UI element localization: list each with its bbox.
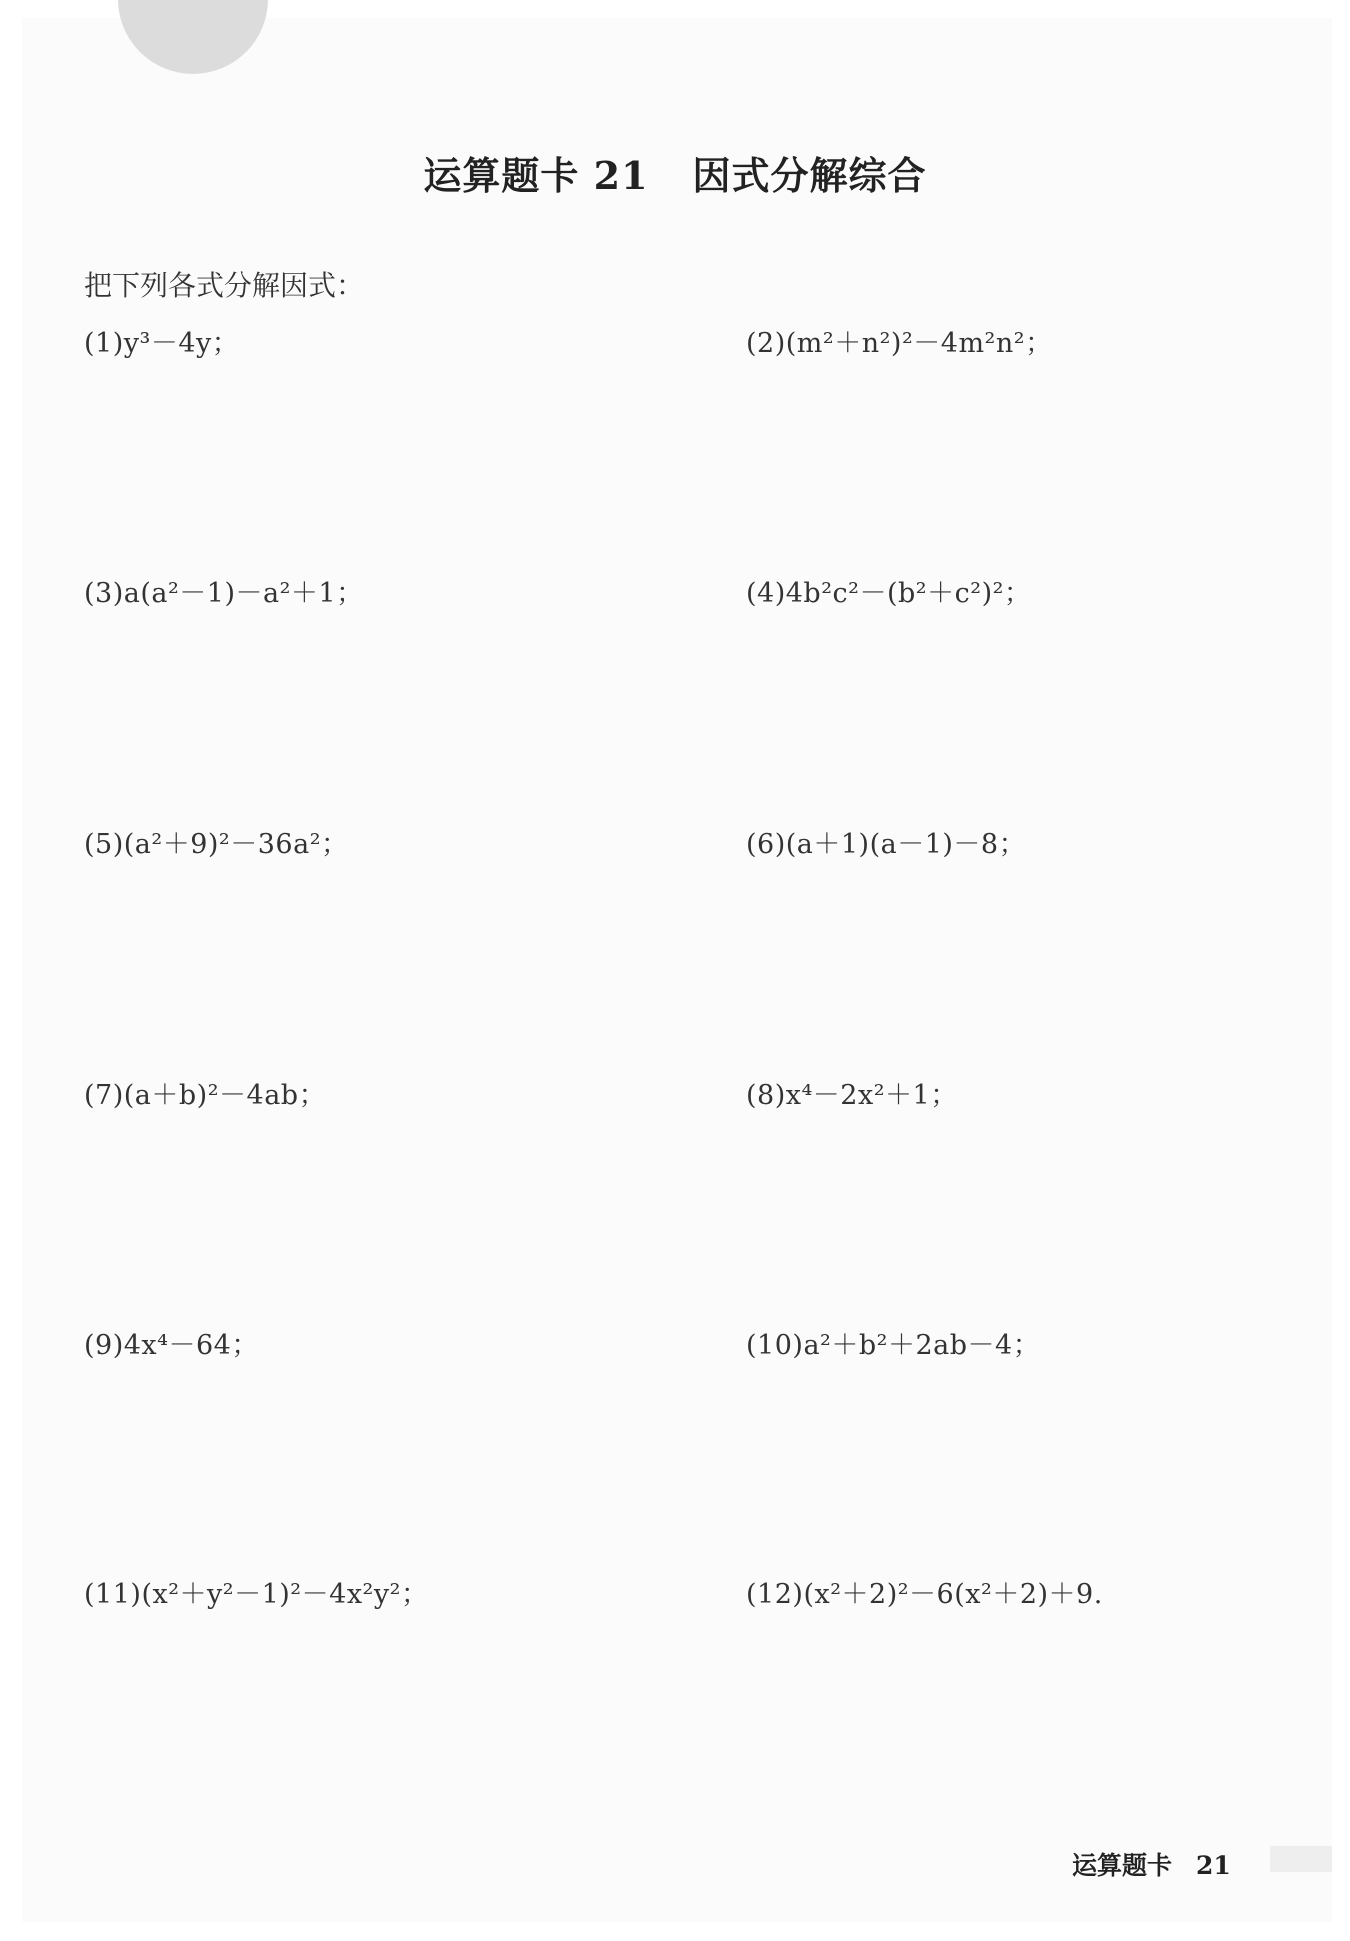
problem-label: (10) (746, 1330, 804, 1361)
edge-tab-decoration (1270, 1846, 1332, 1872)
problem-label: (9) (84, 1330, 124, 1361)
problem-7 (84, 1073, 326, 1112)
problem-11 (84, 1572, 428, 1611)
problem-expression: (x²＋y²－1)²－4x²y²； (141, 1579, 429, 1610)
corner-tab-decoration (118, 0, 268, 74)
problem-expression: y³－4y； (123, 328, 240, 359)
problem-label: (7) (84, 1080, 124, 1111)
problem-expression: (a＋b)²－4ab； (123, 1080, 327, 1111)
problem-expression: (a²＋9)²－36a²； (123, 829, 349, 860)
problem-expression: a(a²－1)－a²＋1； (123, 578, 364, 609)
problem-label: (6) (746, 829, 786, 860)
problem-expression: (m²＋n²)²－4m²n²； (785, 328, 1053, 359)
problem-9 (84, 1323, 259, 1362)
problem-6 (746, 822, 1026, 861)
problem-expression: a²＋b²＋2ab－4； (803, 1330, 1041, 1361)
problem-3 (84, 571, 364, 610)
problem-5 (84, 822, 349, 861)
problem-expression: 4b²c²－(b²＋c²)²； (785, 578, 1032, 609)
problem-2 (746, 321, 1053, 360)
problem-12 (746, 1572, 1103, 1611)
problem-8 (746, 1073, 958, 1112)
page-footer (1072, 1846, 1231, 1882)
problem-expression: (x²＋2)²－6(x²＋2)＋9. (803, 1579, 1103, 1610)
problem-4 (746, 571, 1031, 610)
page-title (0, 145, 1350, 200)
problem-label: (2) (746, 328, 786, 359)
title-main: 运算题卡 21 (423, 153, 649, 198)
problem-label: (1) (84, 328, 124, 359)
problem-label: (4) (746, 578, 786, 609)
problem-label: (8) (746, 1080, 786, 1111)
instruction-text: 把下列各式分解因式： (84, 269, 365, 302)
problem-1 (84, 321, 239, 360)
problem-10 (746, 1323, 1040, 1362)
title-topic: 因式分解综合 (692, 153, 927, 198)
page-number: 21 (1196, 1851, 1231, 1880)
problem-label: (3) (84, 578, 124, 609)
problem-expression: x⁴－2x²＋1； (785, 1080, 958, 1111)
problem-label: (11) (84, 1579, 142, 1610)
problem-label: (12) (746, 1579, 804, 1610)
problem-expression: 4x⁴－64； (123, 1330, 259, 1361)
footer-label: 运算题卡 (1072, 1851, 1173, 1880)
problem-label: (5) (84, 829, 124, 860)
problem-expression: (a＋1)(a－1)－8； (785, 829, 1027, 860)
